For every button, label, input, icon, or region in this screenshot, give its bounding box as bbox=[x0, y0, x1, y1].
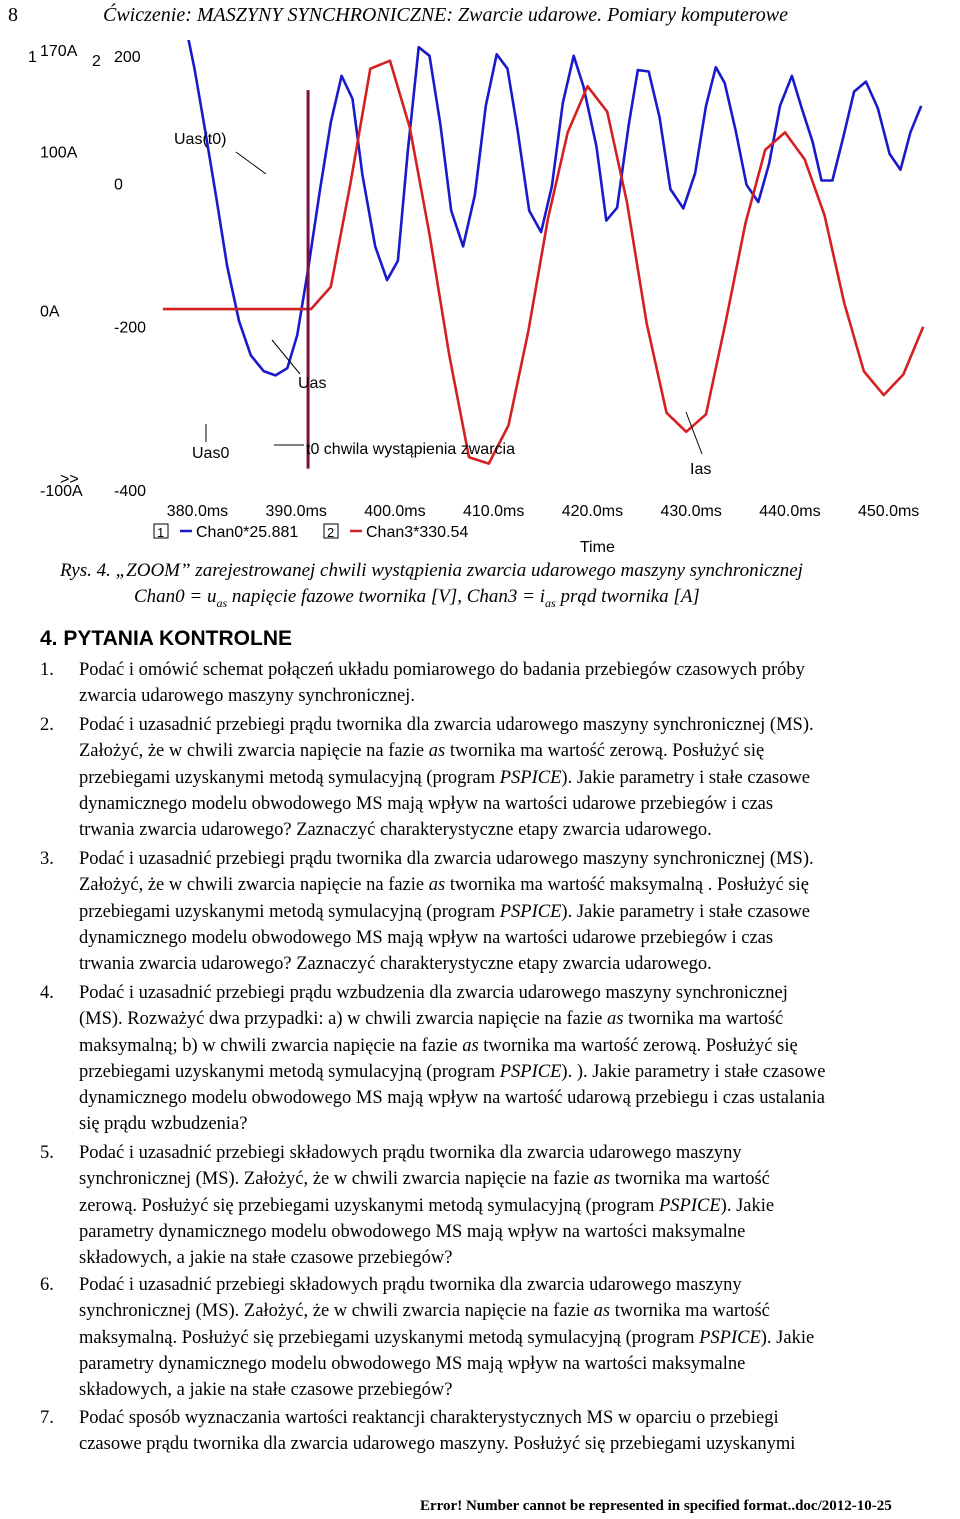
question-line: maksymalną. Posłużyć się przebiegami uzyskanymi metodą symulacyjną (program PSPICE). Jakie bbox=[79, 1327, 815, 1348]
question-line: maksymalną; b) w chwili zwarcia napięcie na fazie as twornika ma wartość zerową. Posłużyć się bbox=[79, 1035, 798, 1056]
axis1-marker: 1 bbox=[28, 49, 37, 66]
question-line: czasowe prądu twornika dla zwarcia udarowego maszyny. Posłużyć się przebiegami uzyskanymi bbox=[79, 1434, 796, 1455]
question-line: Podać i omówić schemat połączeń układu pomiarowego do badania przebiegów czasowych próby bbox=[79, 660, 805, 680]
x-axis-title: Time bbox=[579, 539, 615, 556]
axis-selector-marker: >> bbox=[60, 471, 79, 488]
caption-text: napięcie fazowe twornika [V], Chan3 = i bbox=[227, 586, 546, 607]
caption-subscript: as bbox=[545, 595, 556, 610]
question-number: 2. bbox=[40, 715, 54, 735]
question-text bbox=[79, 846, 939, 977]
question-text bbox=[79, 980, 939, 1138]
axis2-tick-label: -200 bbox=[114, 319, 147, 337]
question-line: Podać i uzasadnić przebiegi prądu twornika dla zwarcia udarowego maszyny synchronicznej (MS). bbox=[79, 849, 814, 869]
question-line: parametry dynamicznego modelu obwodowego MS mają wpływ na wartości maksymalne bbox=[79, 1221, 746, 1242]
axis1-top-label: 170A bbox=[40, 43, 78, 60]
voltage-series-line bbox=[188, 40, 922, 375]
running-header-title: Ćwiczenie: MASZYNY SYNCHRONICZNE: Zwarcie udarowe. Pomiary komputerowe bbox=[103, 4, 788, 26]
x-tick-label: 450.0ms bbox=[857, 503, 920, 520]
question-text bbox=[79, 1140, 939, 1271]
annotation-t0: t0 chwila wystąpienia zwarcia bbox=[306, 441, 515, 458]
question-line: składowych, a jakie na stałe czasowe przebiegów? bbox=[79, 1380, 453, 1401]
chart-canvas bbox=[0, 40, 960, 560]
question-number: 4. bbox=[40, 983, 54, 1003]
x-tick-label: 430.0ms bbox=[660, 503, 722, 520]
question-line: zwarcia udarowego maszyny synchronicznej. bbox=[79, 686, 415, 707]
question-line: trwania zwarcia udarowego? Zaznaczyć charakterystyczne etapy zwarcia udarowego. bbox=[79, 954, 712, 975]
question-text bbox=[79, 657, 939, 710]
legend-marker: 2 bbox=[327, 525, 335, 540]
page-footer: Error! Number cannot be represented in specified format..doc/2012-10-25 bbox=[420, 1498, 892, 1514]
annotation-ias: Ias bbox=[690, 461, 712, 478]
axis2-marker: 2 bbox=[92, 53, 101, 70]
question-line: (MS). Rozważyć dwa przypadki: a) w chwili zwarcia napięcie na fazie as twornika ma wartość bbox=[79, 1009, 784, 1030]
question-text bbox=[79, 712, 939, 843]
question-line: parametry dynamicznego modelu obwodowego MS mają wpływ na wartości maksymalne bbox=[79, 1353, 746, 1374]
section-title: 4. PYTANIA KONTROLNE bbox=[40, 627, 293, 650]
question-line: dynamicznego modelu obwodowego MS mają wpływ na wartość udarową przebiegu i czas ustalania bbox=[79, 1088, 825, 1109]
caption-text: prąd twornika [A] bbox=[555, 586, 700, 607]
question-line: przebiegami uzyskanymi metodą symulacyjną (program PSPICE). Jakie parametry i stałe czasowe bbox=[79, 767, 811, 788]
question-line: zerową. Posłużyć się przebiegami uzyskanymi metodą symulacyjną (program PSPICE). Jakie bbox=[79, 1195, 775, 1216]
question-line: trwania zwarcia udarowego? Zaznaczyć charakterystyczne etapy zwarcia udarowego. bbox=[79, 820, 712, 841]
axis1-tick-label: 100A bbox=[40, 144, 78, 162]
x-tick-label: 380.0ms bbox=[166, 503, 229, 520]
question-number: 6. bbox=[40, 1275, 54, 1295]
question-number: 5. bbox=[40, 1143, 54, 1163]
axis1-tick-label: 0A bbox=[40, 303, 60, 321]
question-number: 7. bbox=[40, 1408, 54, 1428]
legend-marker: 1 bbox=[157, 525, 165, 540]
x-tick-label: 440.0ms bbox=[759, 503, 821, 520]
axis1-tick-label: -100A bbox=[40, 483, 83, 500]
page-number: 8 bbox=[8, 4, 18, 26]
question-line: Założyć, że w chwili zwarcia napięcie na fazie as twornika ma wartość zerową. Posłużyć się bbox=[79, 741, 765, 762]
question-text bbox=[79, 1405, 939, 1458]
axis2-tick-label: -400 bbox=[114, 483, 147, 500]
question-line: się prądu wzbudzenia? bbox=[79, 1114, 248, 1135]
question-line: Podać i uzasadnić przebiegi prądu twornika dla zwarcia udarowego maszyny synchronicznej (MS). bbox=[79, 715, 814, 735]
question-line: Podać sposób wyznaczania wartości reaktancji charakterystycznych MS w oparciu o przebiegi bbox=[79, 1408, 779, 1428]
question-text bbox=[79, 1272, 939, 1403]
question-line: synchronicznej (MS). Założyć, że w chwili zwarcia napięcie na fazie as twornika ma wartość bbox=[79, 1169, 770, 1190]
current-series-line bbox=[163, 61, 923, 464]
axis2-tick-label: 0 bbox=[114, 176, 123, 194]
annotation-uas: Uas bbox=[298, 375, 327, 392]
caption-subscript: as bbox=[216, 595, 228, 610]
question-line: Podać i uzasadnić przebiegi składowych prądu twornika dla zwarcia udarowego maszyny bbox=[79, 1275, 742, 1295]
question-line: przebiegami uzyskanymi metodą symulacyjną (program PSPICE). Jakie parametry i stałe czasowe bbox=[79, 901, 811, 922]
x-tick-label: 400.0ms bbox=[364, 503, 426, 520]
question-line: Podać i uzasadnić przebiegi składowych prądu twornika dla zwarcia udarowego maszyny bbox=[79, 1143, 742, 1163]
legend-label: Chan0*25.881 bbox=[196, 524, 299, 541]
annotation-pointer bbox=[236, 152, 266, 174]
question-line: dynamicznego modelu obwodowego MS mają wpływ na wartości udarowe przebiegów i czas bbox=[79, 793, 774, 814]
annotation-uas0: Uas0 bbox=[192, 445, 230, 462]
figure-caption: Rys. 4. „ZOOM” zarejestrowanej chwili wystąpienia zwarcia udarowego maszyny synchronicznej bbox=[60, 560, 803, 581]
question-line: Podać i uzasadnić przebiegi prądu wzbudzenia dla zwarcia udarowego maszyny synchronicznej bbox=[79, 983, 788, 1003]
question-line: synchronicznej (MS). Założyć, że w chwili zwarcia napięcie na fazie as twornika ma wartość bbox=[79, 1301, 770, 1322]
x-tick-label: 420.0ms bbox=[561, 503, 624, 520]
oscillogram-chart bbox=[0, 40, 960, 560]
question-line: składowych, a jakie na stałe czasowe przebiegów? bbox=[79, 1248, 453, 1269]
caption-text: Chan0 = u bbox=[134, 586, 217, 607]
question-number: 3. bbox=[40, 849, 54, 869]
legend-label: Chan3*330.54 bbox=[366, 524, 469, 541]
question-line: dynamicznego modelu obwodowego MS mają wpływ na wartości udarowe przebiegów i czas bbox=[79, 927, 774, 948]
question-number: 1. bbox=[40, 660, 54, 680]
question-line: Założyć, że w chwili zwarcia napięcie na fazie as twornika ma wartość maksymalną . Posłużyć się bbox=[79, 875, 809, 896]
x-tick-label: 410.0ms bbox=[463, 503, 525, 520]
figure-caption-legend bbox=[134, 586, 700, 611]
x-tick-label: 390.0ms bbox=[265, 503, 327, 520]
annotation-uas-t0: Uas(t0) bbox=[174, 131, 227, 148]
question-line: przebiegami uzyskanymi metodą symulacyjną (program PSPICE). ). Jakie parametry i stałe czasowe bbox=[79, 1061, 826, 1082]
axis2-top-label: 200 bbox=[114, 49, 141, 66]
